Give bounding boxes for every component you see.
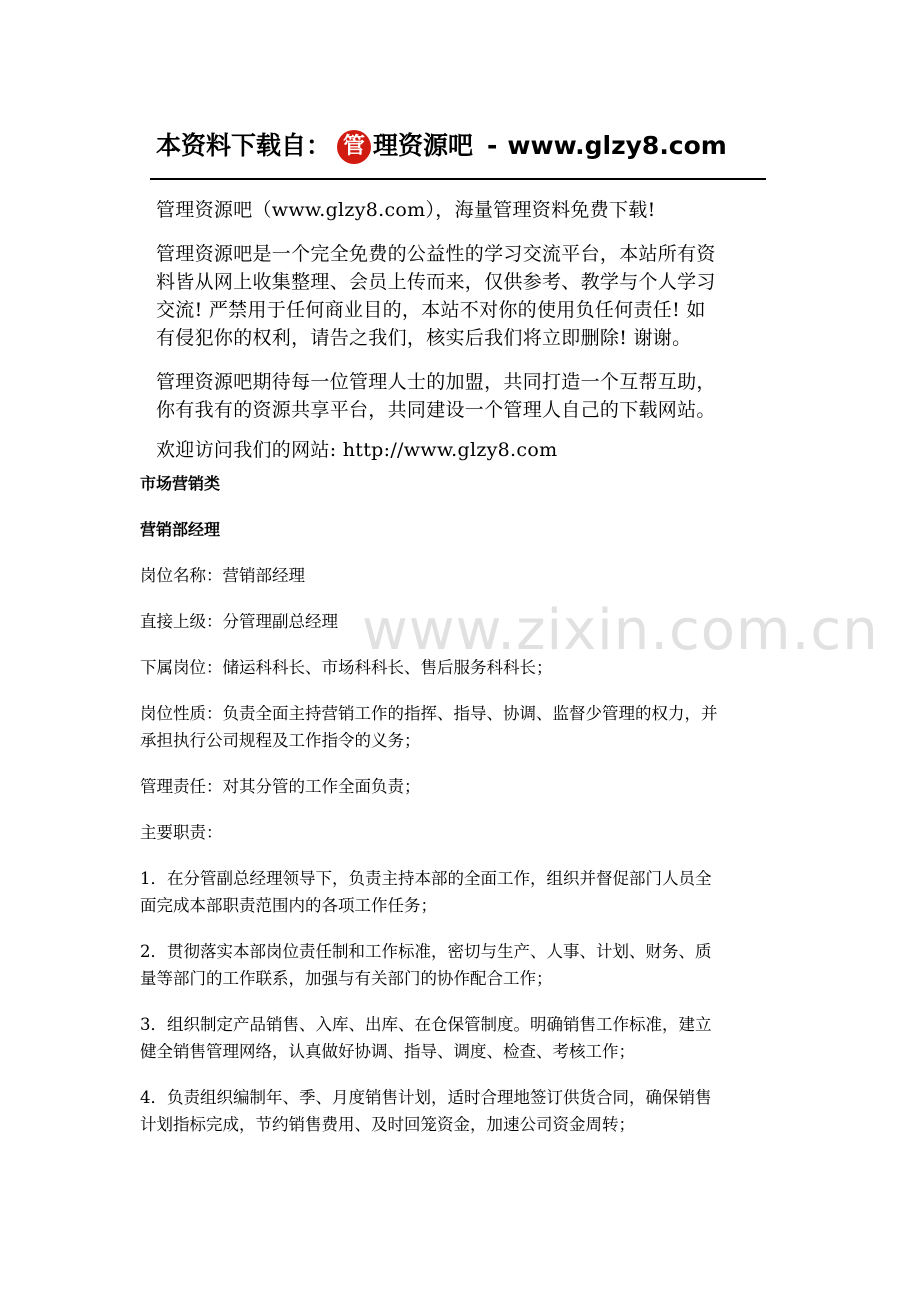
position-name: 岗位名称：营销部经理	[140, 566, 305, 585]
duty-1-line-2: 面完成本部职责范围内的各项工作任务；	[140, 896, 437, 915]
job-title-heading: 营销部经理	[140, 520, 221, 539]
category-heading: 市场营销类	[140, 474, 221, 493]
duty-2-line-1: 2．贯彻落实本部岗位责任制和工作标准，密切与生产、人事、计划、财务、质	[140, 942, 712, 961]
document-body	[140, 470, 790, 1157]
duty-3-line-2: 健全销售管理网络，认真做好协调、指导、调度、检查、考核工作；	[140, 1042, 635, 1061]
banner-line-about-3: 交流! 严禁用于任何商业目的，本站不对你的使用负任何责任! 如	[156, 299, 706, 321]
site-logo-icon: 管	[337, 130, 371, 164]
duty-4-line-2: 计划指标完成，节约销售费用、及时回笼资金，加速公司资金周转；	[140, 1115, 635, 1134]
download-banner	[150, 118, 770, 468]
duty-4-line-1: 4．负责组织编制年、季、月度销售计划，适时合理地签订供货合同，确保销售	[140, 1088, 712, 1107]
subordinate-positions: 下属岗位：储运科科长、市场科科长、售后服务科科长；	[140, 658, 553, 677]
banner-line-join-2: 你有我有的资源共享平台，共同建设一个管理人自己的下载网站。	[156, 399, 716, 421]
position-nature-line-2: 承担执行公司规程及工作指令的义务；	[140, 731, 421, 750]
banner-prefix: 本资料下载自：	[156, 131, 332, 160]
banner-divider	[150, 178, 766, 180]
duty-2-line-2: 量等部门的工作联系，加强与有关部门的协作配合工作；	[140, 969, 553, 988]
main-duties-label: 主要职责：	[140, 823, 223, 842]
duty-1-line-1: 1．在分管副总经理领导下，负责主持本部的全面工作，组织并督促部门人员全	[140, 869, 712, 888]
banner-line-about-4: 有侵犯你的权利，请告之我们，核实后我们将立即删除! 谢谢。	[156, 327, 692, 349]
banner-line-join-1: 管理资源吧期待每一位管理人士的加盟，共同打造一个互帮互助，	[156, 371, 716, 393]
position-nature-line-1: 岗位性质：负责全面主持营销工作的指挥、指导、协调、监督少管理的权力，并	[140, 704, 718, 723]
banner-line-about-2: 料皆从网上收集整理、会员上传而来，仅供参考、教学与个人学习	[156, 271, 716, 293]
duty-3-line-1: 3．组织制定产品销售、入库、出库、在仓保管制度。明确销售工作标准，建立	[140, 1015, 712, 1034]
watermark: www.zixin.com.cn	[362, 598, 879, 663]
banner-line-intro: 管理资源吧（www.glzy8.com），海量管理资料免费下载!	[156, 199, 656, 221]
banner-dash: -	[487, 131, 498, 160]
banner-site-url: www.glzy8.com	[507, 131, 727, 160]
banner-site-name: 理资源吧	[373, 131, 474, 160]
banner-line-about-1: 管理资源吧是一个完全免费的公益性的学习交流平台，本站所有资	[156, 243, 716, 265]
direct-superior: 直接上级：分管理副总经理	[140, 612, 338, 631]
banner-header	[156, 126, 727, 166]
management-responsibility: 管理责任：对其分管的工作全面负责；	[140, 777, 421, 796]
banner-line-welcome: 欢迎访问我们的网站: http://www.glzy8.com	[156, 439, 558, 461]
